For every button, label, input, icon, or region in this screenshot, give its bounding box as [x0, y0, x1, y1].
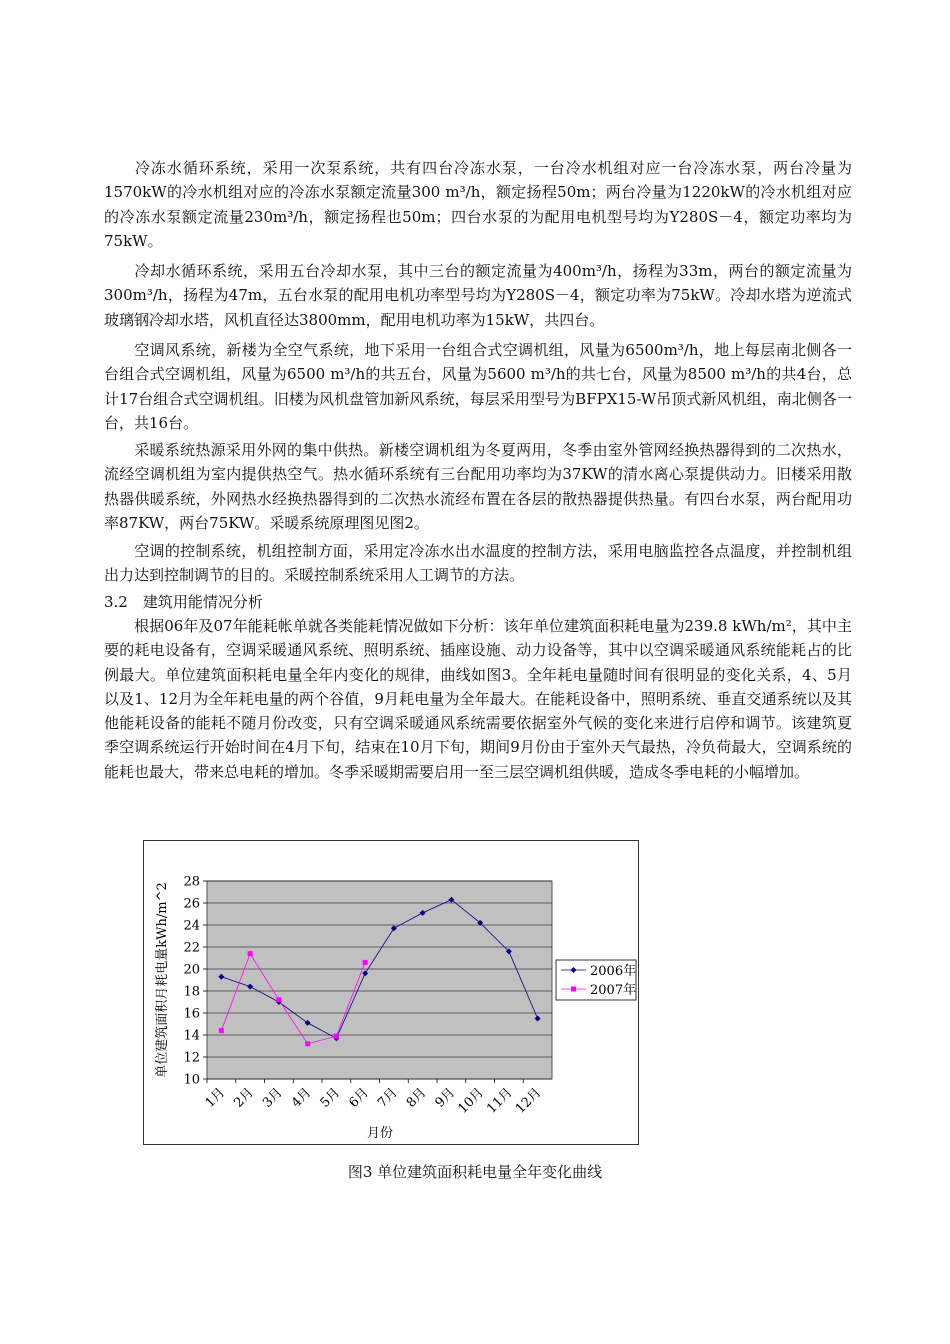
x-tick-label: 7月 — [375, 1085, 401, 1111]
x-axis-label: 月份 — [366, 1126, 394, 1141]
paragraph-energy-analysis-text: 根据06年及07年能耗帐单就各类能耗情况做如下分析：该年单位建筑面积耗电量为239.8 kWh/m²，其中主要的耗电设备有，空调采暖通风系统、照明系统、插座设施、动力设备等，其中以空调采暖通风系统能耗占的比例最大。单位建筑面积耗电量全年内变化的规律，曲线如图3。全年耗电量随时间有很明显的变化关系，4、5月以及1、12月为全年耗电量的两个谷值，9月耗电量为全年最大。在能耗设备中，照明系统、垂直交通系统以及其他能耗设备的能耗不随月份改变，只有空调采暖通风系统需要依据室外气候的变化来进行启停和调节。该建筑夏季空调系统运行开始时间在4月下旬，结束在10月下旬，期间9月份由于室外天气最热，冷负荷最大，空调系统的能耗也最大，带来总电耗的增加。冬季采暖期需要启用一至三层空调机组供暖，造成冬季电耗的小幅增加。 — [104, 617, 852, 781]
data-point-square — [219, 1028, 224, 1033]
data-point-square — [276, 997, 281, 1002]
paragraph-cooling-water — [104, 259, 852, 332]
x-tick-label: 12月 — [512, 1085, 545, 1117]
y-tick-label: 24 — [183, 918, 200, 934]
y-tick-label: 18 — [183, 984, 200, 1000]
y-tick-label: 12 — [183, 1050, 200, 1066]
paragraph-air-system-text: 空调风系统，新楼为全空气系统，地下采用一台组合式空调机组，风量为6500m³/h，地上每层南北侧各一台组合式空调机组，风量为6500 m³/h的共五台，风量为5600 m³/h的共七台，风量为8500 m³/h的共4台，总计17台组合式空调机组。旧楼为风机盘管加新风系统，每层采用型号为BFPX15-W吊顶式新风机组，南北侧各一台，共16台。 — [104, 341, 852, 432]
x-tick-label: 10月 — [455, 1085, 487, 1117]
chart-figure — [143, 840, 639, 1145]
y-tick-label: 28 — [183, 874, 200, 890]
x-tick-label: 4月 — [288, 1085, 315, 1111]
x-tick-label: 11月 — [484, 1085, 516, 1117]
y-tick-label: 10 — [183, 1072, 200, 1088]
y-tick-label: 14 — [183, 1028, 200, 1044]
x-tick-label: 6月 — [346, 1085, 372, 1111]
paragraph-control-system — [104, 539, 852, 588]
legend-marker-2007-icon — [571, 987, 576, 992]
y-axis-label: 单位建筑面积月耗电量kWh/m^2 — [155, 882, 170, 1078]
paragraph-air-system — [104, 338, 852, 435]
line-chart — [144, 841, 638, 1144]
data-point-square — [334, 1034, 339, 1039]
y-tick-label: 16 — [183, 1006, 200, 1022]
x-tick-label: 3月 — [260, 1085, 286, 1111]
legend-label-2007: 2007年 — [590, 983, 637, 998]
x-tick-label: 9月 — [432, 1085, 459, 1111]
y-tick-label: 20 — [183, 962, 200, 978]
section-heading: 3.2 建筑用能情况分析 — [104, 593, 263, 611]
x-tick-label: 5月 — [317, 1085, 344, 1111]
data-point-square — [248, 951, 253, 956]
data-point-square — [305, 1041, 310, 1046]
y-tick-label: 22 — [183, 940, 200, 956]
legend-label-2006: 2006年 — [590, 964, 637, 979]
paragraph-heating-system-text: 采暖系统热源采用外网的集中供热。新楼空调机组为冬夏两用，冬季由室外管网经换热器得到的二次热水，流经空调机组为室内提供热空气。热水循环系统有三台配用功率均为37KW的清水离心泵提供动力。旧楼采用散热器供暖系统，外网热水经换热器得到的二次热水流经布置在各层的散热器提供热量。有四台水泵，两台配用功率87KW，两台75KW。采暖系统原理图见图2。 — [104, 441, 852, 532]
x-tick-label: 8月 — [403, 1085, 430, 1111]
data-point-square — [363, 960, 368, 965]
paragraph-energy-analysis — [104, 614, 852, 784]
y-tick-label: 26 — [183, 896, 200, 912]
x-tick-label: 1月 — [202, 1085, 229, 1111]
paragraph-cooling-water-text: 冷却水循环系统，采用五台冷却水泵，其中三台的额定流量为400m³/h，扬程为33m，两台的额定流量为300m³/h，扬程为47m，五台水泵的配用电机功率型号均为Y280S－4，额定功率为75kW。冷却水塔为逆流式玻璃钢冷却水塔，风机直径达3800mm，配用电机功率为15kW，共四台。 — [104, 262, 852, 329]
plot-area — [207, 881, 552, 1079]
paragraph-control-system-text: 空调的控制系统，机组控制方面，采用定冷冻水出水温度的控制方法，采用电脑监控各点温度，并控制机组出力达到控制调节的目的。采暖控制系统采用人工调节的方法。 — [104, 542, 852, 585]
y-axis-ticks — [183, 875, 207, 1088]
paragraph-heating-system — [104, 438, 852, 535]
x-tick-label: 2月 — [231, 1085, 257, 1111]
paragraph-chilled-water-text: 冷冻水循环系统，采用一次泵系统，共有四台冷冻水泵，一台冷水机组对应一台冷冻水泵，两台冷量为1570kW的冷水机组对应的冷冻水泵额定流量300 m³/h，额定扬程50m；两台冷量为1220kW的冷水机组对应的冷冻水泵额定流量230m³/h，额定扬程也50m；四台水泵的为配用电机型号均为Y280S－4，额定功率均为75kW。 — [104, 159, 852, 250]
x-axis-ticks — [203, 1079, 545, 1117]
paragraph-chilled-water — [104, 156, 852, 253]
figure-caption: 图3 单位建筑面积耗电量全年变化曲线 — [347, 1163, 603, 1181]
